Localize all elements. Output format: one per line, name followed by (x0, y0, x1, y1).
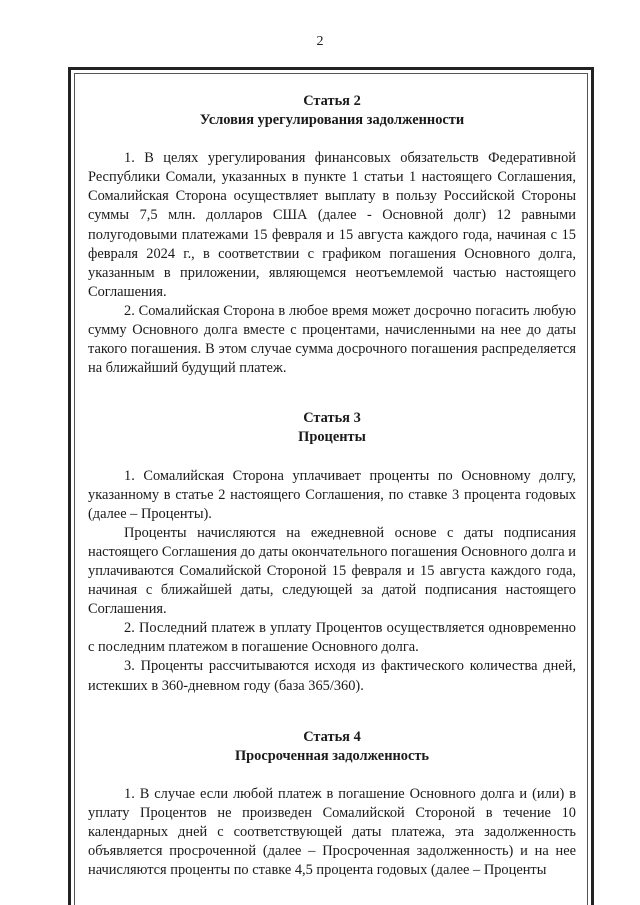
section-spacer (88, 696, 576, 728)
article-4 (88, 728, 576, 881)
page-number: 2 (316, 34, 324, 49)
article-3 (88, 409, 576, 695)
article-paragraph: 3. Проценты рассчитываются исходя из фактического количества дней, истекших в 360-дневном году (база 365/360). (88, 658, 576, 694)
document-body (88, 92, 576, 880)
article-title: Условия урегулирования задолженности (199, 112, 465, 129)
article-paragraph: Проценты начисляются на ежедневной основе с даты подписания настоящего Соглашения до даты окончательного погашения Основного долга и уплачиваются Сомалийской Стороной 15 февраля и 15 августа каждого года, начиная с ближайшей даты, следующей за датой подписания настоящего Соглашения. (88, 524, 576, 618)
article-paragraph: 1. Сомалийская Сторона уплачивает проценты по Основному долгу, указанному в статье 2 настоящего Соглашения, по ставке 3 процента годовых (далее – Проценты). (88, 467, 576, 522)
article-heading: Статья 4 (303, 728, 361, 745)
article-paragraph: 1. В случае если любой платеж в погашение Основного долга и (или) в уплату Процентов не произведен Сомалийской Стороной в течение 10 календарных дней с соответствующей даты платежа, эта задолженность объявляется просроченной (далее – Просроченная задолженность) и на нее начисляются проценты по ставке 4,5 процента годовых (далее – Проценты (88, 785, 576, 879)
section-spacer (88, 378, 576, 409)
article-2 (88, 92, 576, 378)
article-paragraph: 2. Сомалийская Сторона в любое время может досрочно погасить любую сумму Основного долга вместе с процентами, начисленными на нее до даты такого погашения. В этом случае сумма досрочного погашения распределяется на ближайший будущий платеж. (88, 302, 576, 377)
article-title: Просроченная задолженность (234, 747, 430, 764)
article-title: Проценты (298, 429, 366, 446)
article-heading: Статья 2 (303, 93, 361, 109)
article-paragraph: 1. В целях урегулирования финансовых обязательств Федеративной Республики Сомали, указанных в пункте 1 статьи 1 настоящего Соглашения, Сомалийская Сторона осуществляет выплату в пользу Российской Стороны суммы 7,5 млн. долларов США (далее - Основной долг) 12 равными полугодовыми платежами 15 февраля и 15 августа каждого года, начиная с 15 февраля 2024 г., в соответствии с графиком погашения Основного долга, указанным в приложении, являющемся неотъемлемой частью настоящего Соглашения. (88, 150, 576, 300)
article-heading: Статья 3 (303, 410, 361, 427)
article-paragraph: 2. Последний платеж в уплату Процентов осуществляется одновременно с последним платежом в погашение Основного долга. (88, 620, 576, 656)
